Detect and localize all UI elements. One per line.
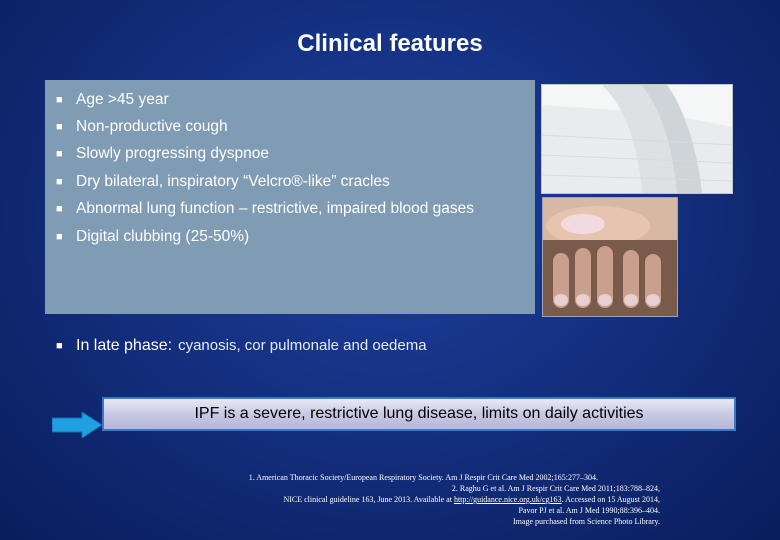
square-bullet-icon: ■ [56,340,63,352]
reference-line: 2. Raghu G et al. Am J Respir Crit Care Med 2011;183:788–824, [451,484,660,493]
references [180,472,660,527]
arrow-right-shape [52,412,102,438]
fingers-illustration [543,198,677,316]
bullet-text: Slowly progressing dyspnoe [76,145,269,162]
bullet-item [56,199,496,219]
bullet-text: Digital clubbing (25-50%) [76,228,250,245]
bullet-item [56,144,526,164]
slide-title: Clinical features [297,30,483,57]
square-bullet-icon: ■ [56,203,63,215]
reference-line [180,494,660,505]
bullet-text: Non-productive cough [76,118,228,135]
clubbed-fingers-image [542,197,678,317]
reference-line: 1. American Thoracic Society/European Respiratory Society. Am J Respir Crit Care Med 2002;165:277–304. [248,473,598,482]
square-bullet-icon: ■ [56,176,63,188]
square-bullet-icon: ■ [56,231,63,243]
velcro-illustration [542,85,732,193]
key-message-banner: IPF is a severe, restrictive lung disease, limits on daily activities [102,397,736,431]
velcro-image [541,84,733,194]
reference-text: NICE clinical guideline 163, June 2013. Available at [283,495,452,504]
bullet-list [56,90,526,247]
reference-line: Pavor PJ et al. Am J Med 1990;88:396–404. [518,506,660,515]
reference-text: . Accessed on 15 August 2014, [561,495,660,504]
square-bullet-icon: ■ [56,148,63,160]
bullet-text: Age >45 year [76,91,169,108]
bullet-text: Dry bilateral, inspiratory “Velcro®-like” cracles [76,173,390,190]
late-phase-line [56,337,427,355]
late-phase-text: cyanosis, cor pulmonale and oedema [178,337,427,354]
bullet-text: Abnormal lung function – restrictive, impaired blood gases [76,200,475,217]
bullet-item [56,172,526,192]
square-bullet-icon: ■ [56,94,63,106]
late-phase-label: In late phase: [76,337,173,354]
bullet-item [56,90,526,110]
arrow-right-icon [52,412,102,443]
bullet-item [56,227,526,247]
reference-link[interactable]: http://guidance.nice.org.uk/cg163 [453,495,562,504]
bullet-item [56,117,526,137]
square-bullet-icon: ■ [56,121,63,133]
reference-line: Image purchased from Science Photo Library. [513,517,660,526]
